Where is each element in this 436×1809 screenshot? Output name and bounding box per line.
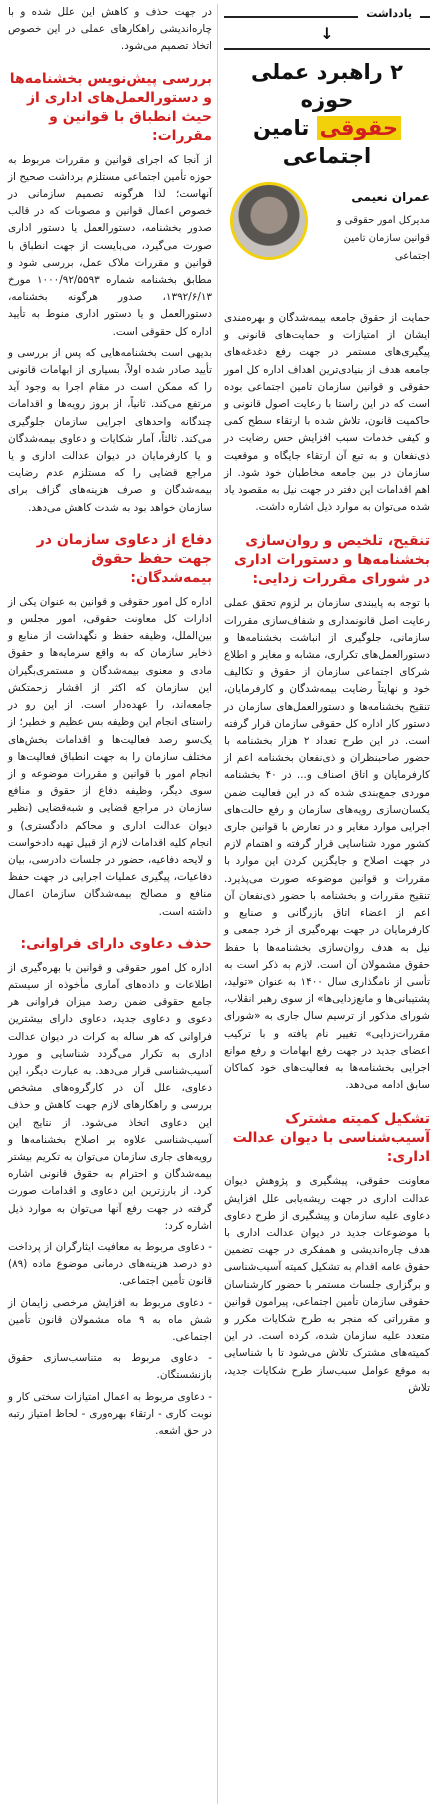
section-body-draft-review: از آنجا که اجرای قوانین و مقررات مربوط به حوزه تأمین اجتماعی مستلزم برداشت صحیح از آنهاست؛ لذا هرگونه تصمیم سازمانی در خصوص اعمال قوانین و مصوبات که در قالب صدور بخشنامه، دستورالعمل یا دستور اداری صورت می‌گیرد، می‌بایست از جهت انطباق با قوانین و مقررات ملاک عمل، بررسی شود و مطابق بخشنامه شماره ۱۰۰۰/۹۲/۵۵۹۳ مورخ ۱۳۹۲/۶/۱۳، صدور هرگونه بخشنامه، دستورالعمل و یا دستور اداری منوط به تأیید اداره کل حقوقی است.	[8, 153, 213, 338]
headline-line-1: ۲ راهبرد عملی حوزه	[251, 60, 403, 112]
column-divider	[217, 4, 218, 1804]
author-name: عمران نعیمی	[351, 190, 430, 204]
section-body-draft-review-2: بدیهی است بخشنامه‌هایی که پس از بررسی و تأیید صادر شده اولاً، بسیاری از ابهامات قانونی را که ممکن است در مقام اجرا به وجود آید مرتفع می‌کند. ثانیاً، از بروز رویه‌ها و اقدامات چندگانه واحدهای اجرایی سازمان جلوگیری می‌کند. ثالثاً، آمار شکایات و دعاوی بیمه‌شدگان و یا کارفرمایان در دیوان عدالت اداری و یا مراجع قضایی را که مستلزم عدم رضایت بیمه‌شدگان و صرف هزینه‌های گزاف برای سازمان خواهد بود به شدت کاهش می‌دهد.	[8, 346, 212, 514]
article-headline	[224, 58, 430, 170]
list-item: - دعاوی مربوط به معافیت ایثارگران از پرداخت دو درصد هزینه‌های درمانی موضوع ماده (۸۹) قانون تأمین اجتماعی.	[8, 1240, 212, 1288]
list-item: - دعاوی مربوط به افزایش مرخصی زایمان از شش ماه به ۹ ماه مشمولان قانون تأمین اجتماعی.	[8, 1296, 212, 1343]
section-heading-joint-committee: تشکیل کمیته مشترک آسیب‌شناسی با دیوان عدالت اداری:	[232, 1111, 430, 1166]
list-item: - دعاوی مربوط به اعمال امتیازات سختی کار و نوبت کاری - ارتقاء بهره‌وری - لحاظ امتیاز رتبه در حق اشعه.	[8, 1390, 212, 1438]
intro-paragraph: حمایت از حقوق جامعه بیمه‌شدگان و بهره‌مندی ایشان از امتیازات و حمایت‌های قانونی و پیگیری‌های مستمر در جهت رفع دغدغه‌های جامعه هدف از بنیادی‌ترین اهداف اداره کل امور حقوقی و قوانین سازمان تامین اجتماعی بوده است که در این راستا با رعایت اصول قانونی و حاکمیت قانون، تلاش شده با ارتقاء سطح کمی و کیفی خدمات سبب افزایش حس رضایت در ذی‌نفعان و به تبع آن ارتقاء جایگاه و موقعیت سازمان در بین جامعه مخاطبان خود شود. از اهم اقدامات این دفتر در جهت نیل به مقصود یاد شده می‌توان به موارد ذیل اشاره داشت.	[224, 312, 430, 514]
section-body-codification: با توجه به پایبندی سازمان بر لزوم تحقق عملی رعایت اصل قانونمداری و شفاف‌سازی مقررات سازمانی، جلوگیری از انباشت بخشنامه‌ها و دستورالعمل‌های تکراری، مشابه و مغایر و اطلاع‌ شرکای اجتماعی سازمان از حقوق و تکالیف خود و نهایتاً رضایت بیمه‌شدگان و کارفرمایان، تنقیح بخشنامه‌ها و دستورالعمل‌های سازمان در دستور کار اداره کل حقوقی سازمان قرار گرفته است. در این طرح تعداد ۲ هزار بخشنامه با حضور صاحبنظران و ذی‌نفعان بخشنامه اعم از کارفرمایان و اتاق اصناف و... در ۴۰ بخشنامه موردی جمع‌بندی شده که در این فعالیت ضمن یکسان‌سازی رویه‌های سازمان و رفع حالت‌های اجرایی موارد مغایر و در تعارض با قوانین جاری کشور مورد شناسایی قرار گرفته و اهتمام لازم در جهت اصلاح و جایگزین کردن این موارد با مقررات و قوانین موضوعه صورت می‌پذیرد. تنقیح مقررات و بخشنامه با حضور ذی‌نفعان آن اعم از اعضاء اتاق بازرگانی و صنایع و کارفرمایان در جهت بهره‌گیری از خرد جمعی و نیل به هدف روان‌سازی بخشنامه‌ها با حفظ حقوق مشمولان آن است. لازم به ذکر است به تأسی از نامگذاری سال ۱۴۰۰ به عنوان «تولید، پشتیبانی‌ها و مانع‌زدایی‌ها» از سوی رهبر انقلاب، شورای مذکور از ترسیم سال جاری به «شورای مقررات‌زدایی» تغییر نام یافته و با ترکیب اعضای جدید در جهت رفع ابهامات و رفع موانع اجرایی بخشنامه‌ها به فعالیت‌های خود کماکان سابق ادامه می‌دهد.	[224, 597, 431, 1092]
left-column	[8, 4, 212, 1444]
list-item: - دعاوی مربوط به متناسب‌سازی حقوق بازنشستگان.	[8, 1352, 212, 1382]
section-body-defense: اداره کل امور حقوقی و قوانین به عنوان یکی از ادارات کل معاونت حقوقی، امور مجلس و بین‌الملل، وظیفه حفظ و نگهداشت از منابع و ذخایر سازمان که به واقع سرمایه‌ها و حقوق مادی و معنوی بیمه‌شدگان و مستمری‌بگیران این سازمان که اکثر از اقشار زحمتکش جامعه‌اند، را عهده‌دار است. از این رو در راستای انجام این وظیفه بس عظیم و خطیر؛ از یک‌سو رصد فعالیت‌ها و اقدامات بخش‌های مختلف سازمان را به جهت انطباق فعالیت‌ها و انجام امور با قوانین و مقررات موضوعه و از سوی دیگر، وظیفه دفاع از حقوق و منافع سازمان در مراجع قضایی و شبه‌قضایی (نظیر دیوان عدالت اداری و محاکم دادگستری) و انجام کلیه اقدامات لازم از قبیل تهیه دادخواست و لایحه دفاعیه، حضور در جلسات دادرسی، بیان دفاعیات، پیگیری عملیات اجرایی در جهت حفظ منافع و مصالح بیمه‌شدگان سازمان اعمال داشته است.	[8, 595, 212, 918]
headline-line-2-rest: تامین اجتماعی	[253, 116, 372, 168]
right-column	[224, 4, 430, 1401]
author-box	[224, 178, 430, 310]
section-heading-defense: دفاع از دعاوی سازمان در جهت حفظ حقوق بیمه‌شدگان:	[36, 531, 212, 586]
section-tag-bar	[224, 7, 430, 50]
headline-line-2	[224, 114, 430, 170]
section-heading-codification: تنقیح، تلخیص و روان‌سازی بخشنامه‌ها و دستورات اداری در شورای مقررات زدایی:	[233, 533, 430, 588]
section-tag: یادداشت	[358, 7, 420, 20]
continued-paragraph: در جهت حذف و کاهش این علل شده و با چاره‌اندیشی راهکارهای عملی در این خصوص اتخاذ تصمیم می‌شود.	[8, 6, 212, 53]
down-arrow-icon: ↓	[320, 24, 334, 43]
section-heading-draft-review: بررسی پیش‌نویس بخشنامه‌ها و دستورالعمل‌های اداری از حیث انطباق با قوانین و مقررات:	[9, 70, 212, 144]
headline-highlight: حقوقی	[317, 116, 401, 140]
author-avatar	[230, 182, 308, 260]
section-heading-frequent-claims: حذف دعاوی دارای فراوانی:	[20, 935, 212, 952]
section-body-joint-committee: معاونت حقوقی، پیشگیری و پژوهش دیوان عدالت اداری در جهت ریشه‌یابی علل افزایش دعاوی علیه سازمان و پیشگیری از طرح دعاوی با موضوعات جدید در دیوان عدالت اداری با هدف چاره‌اندیشی و همفکری در جهت تضمین حقوق عامه اقدام به تشکیل کمیته آسیب‌شناسی و برگزاری جلسات مستمر با حضور کارشناسان حقوقی سازمان تأمین اجتماعی، پیرامون قوانین و مقرراتی که منجر به طرح شکایات مکرر و متعدد علیه سازمان شده، کرده است. در این کمیته‌های مشترک تلاش می‌شود تا با شناسایی به موقع عوامل سبب‌ساز طرح شکایات جدید، تلاش	[224, 1175, 430, 1394]
section-body-frequent-claims: اداره کل امور حقوقی و قوانین با بهره‌گیری از اطلاعات و داده‌های آماری مأخوذه از سیستم جامع حقوقی ضمن رصد میزان فراوانی هر دعوی و دعاوی جدید، دعاوی دارای بیشترین فراوانی که هر ساله به کرات در دیوان عدالت اداری به تکرار می‌گردد شناسایی و مورد آسیب‌شناسی قرار می‌دهد. به عبارت دیگر، این دعاوی، علل آن در کارگروه‌های مشخص بررسی و راهکارهای لازم جهت کاهش و حذف این دعاوی اتخاذ می‌شود. از نتایج این آسیب‌شناسی علاوه بر اصلاح بخشنامه‌ها و رویه‌های جاری سازمان می‌توان به تکریم بیشتر بیمه‌شدگان و احترام به حقوق قانونی اشاره کرد. از بارزترین این دعاوی و اقدامات صورت گرفته در جهت رفع آنها می‌توان به موارد ذیل اشاره کرد:	[8, 961, 212, 1232]
author-role: مدیرکل امور حقوقی و قوانین سازمان تامین اجتماعی	[336, 215, 430, 262]
